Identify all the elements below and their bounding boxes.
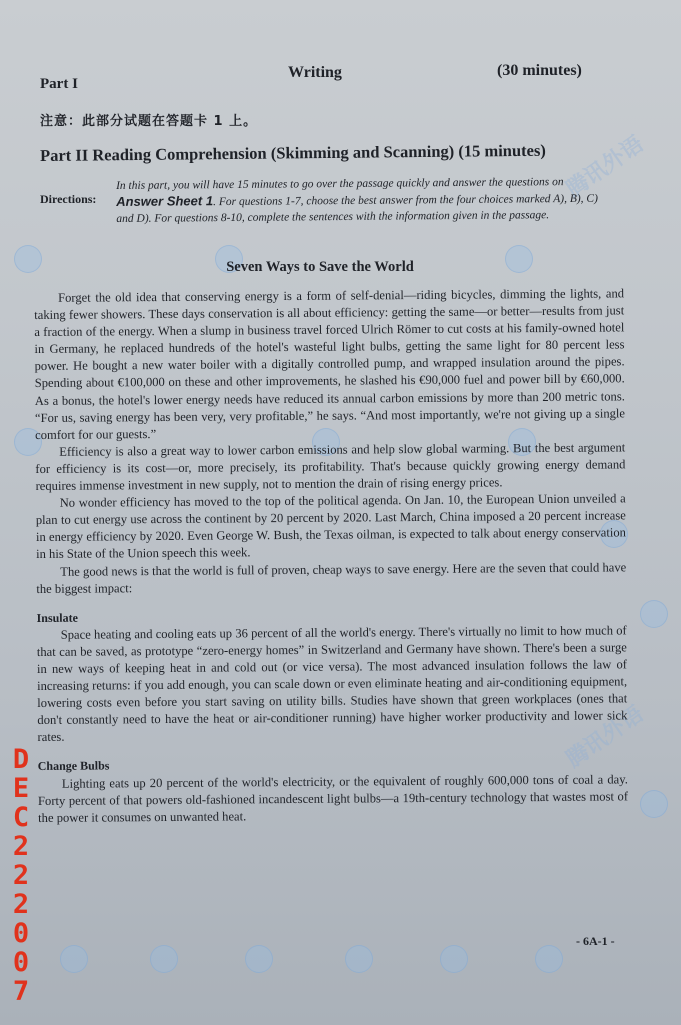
watermark-text: 腾讯外语	[561, 701, 649, 773]
paragraph: Space heating and cooling eats up 36 percent of all the world's energy. There's virtually no limit to how much of that can be saved, as prototype “zero-energy homes” in Switzerland and Germany have shown. There's been a surge in new ways of keeping heat in and cold out (or vice versa). The most advanced insulation follows the law of increasing returns: if you add enough, you can scale down or even eliminate heating and air-conditioning equipment, lowering costs even before you start saving on utility bills. Studies have shown that green workplaces (ones that don't constantly need to have the heat or air-conditioner running) have higher worker productivity and lower sick rates.	[36, 623, 628, 745]
section-heading-change-bulbs: Change Bulbs	[37, 758, 110, 774]
writing-time-limit: (30 minutes)	[497, 62, 582, 79]
watermark-logo-icon	[440, 945, 468, 973]
page-number: - 6A-1 -	[576, 934, 615, 948]
watermark-logo-icon	[245, 945, 273, 973]
watermark-logo-icon	[535, 945, 563, 973]
watermark-logo-icon	[345, 945, 373, 973]
directions-text-after: . For questions 1-7, choose the best answer from the four choices marked A), B), C) and D). For questions 8-10, complete the sentences with the information given in the passage.	[116, 192, 598, 225]
watermark-logo-icon	[640, 790, 668, 818]
directions-text-before: In this part, you will have 15 minutes to go over the passage quickly and answer the questions on	[116, 176, 564, 192]
watermark-logo-icon	[60, 945, 88, 973]
watermark-text: 腾讯外语	[561, 131, 649, 203]
section-heading-insulate: Insulate	[36, 610, 78, 625]
watermark-logo-icon	[150, 945, 178, 973]
passage-title: Seven Ways to Save the World	[226, 259, 414, 275]
directions-text	[116, 174, 608, 227]
directions-label: Directions:	[40, 192, 97, 206]
paragraph: No wonder efficiency has moved to the top of the political agenda. On Jan. 10, the European Union unveiled a plan to cut energy use across the continent by 20 percent by 2020. Last March, China imposed a 20 percent increase in energy efficiency by 2020. Even George W. Bush, the Texas oilman, is expected to talk about energy conservation in his State of the Union speech this week.	[35, 491, 626, 562]
paragraph: Lighting eats up 20 percent of the world's electricity, or the equivalent of roughly 600,000 tons of coal a day. Forty percent of that powers old-fashioned incandescent light bulbs—a 19th-century technology that wastes most of the power it consumes on unwanted heat.	[37, 771, 629, 825]
paragraph: The good news is that the world is full of proven, cheap ways to save energy. Here are the seven that could have the biggest impact:	[36, 559, 627, 596]
writing-heading: Writing	[288, 64, 342, 81]
part-one-label: Part I	[40, 76, 78, 92]
answer-sheet-note: 注意：此部分试题在答题卡 1 上。	[40, 114, 258, 129]
paragraph: Efficiency is also a great way to lower carbon emissions and help slow global warming. But the best argument for efficiency is its cost—or, more precisely, its profitability. That's because quickly growing energy demand requires immense investment in new supply, not to mention the drain of rising energy prices.	[35, 440, 626, 494]
paragraph: Forget the old idea that conserving energy is a form of self-denial—riding bicycles, dimming the lights, and taking fewer showers. These days conservation is all about efficiency: getting the same—or better—results from just a fraction of the energy. When a slump in business travel forced Ulrich Römer to cut costs at his family-owned hotel in Germany, he replaced hundreds of the hotel's wasteful light bulbs, getting the same light for 80 percent less power. He bought a new water boiler with a digitally controlled pump, and wrapped insulation around the pipes. Spending about €100,000 on these and other improvements, he slashed his €90,000 fuel and power bill by €60,000. As a bonus, the hotel's lower energy needs have reduced its annual carbon emissions by more than 200 metric tons. “For us, saving energy has been very, very profitable,” he says. “And most importantly, we're not giving up a single comfort for our guests.”	[34, 286, 626, 442]
camera-date-stamp: DEC 22 2007	[12, 744, 30, 1007]
passage-body	[34, 285, 628, 826]
watermark-logo-icon	[640, 600, 668, 628]
part-two-heading: Part II Reading Comprehension (Skimming and Scanning) (15 minutes)	[40, 140, 546, 165]
answer-sheet-reference: Answer Sheet 1	[116, 193, 214, 209]
